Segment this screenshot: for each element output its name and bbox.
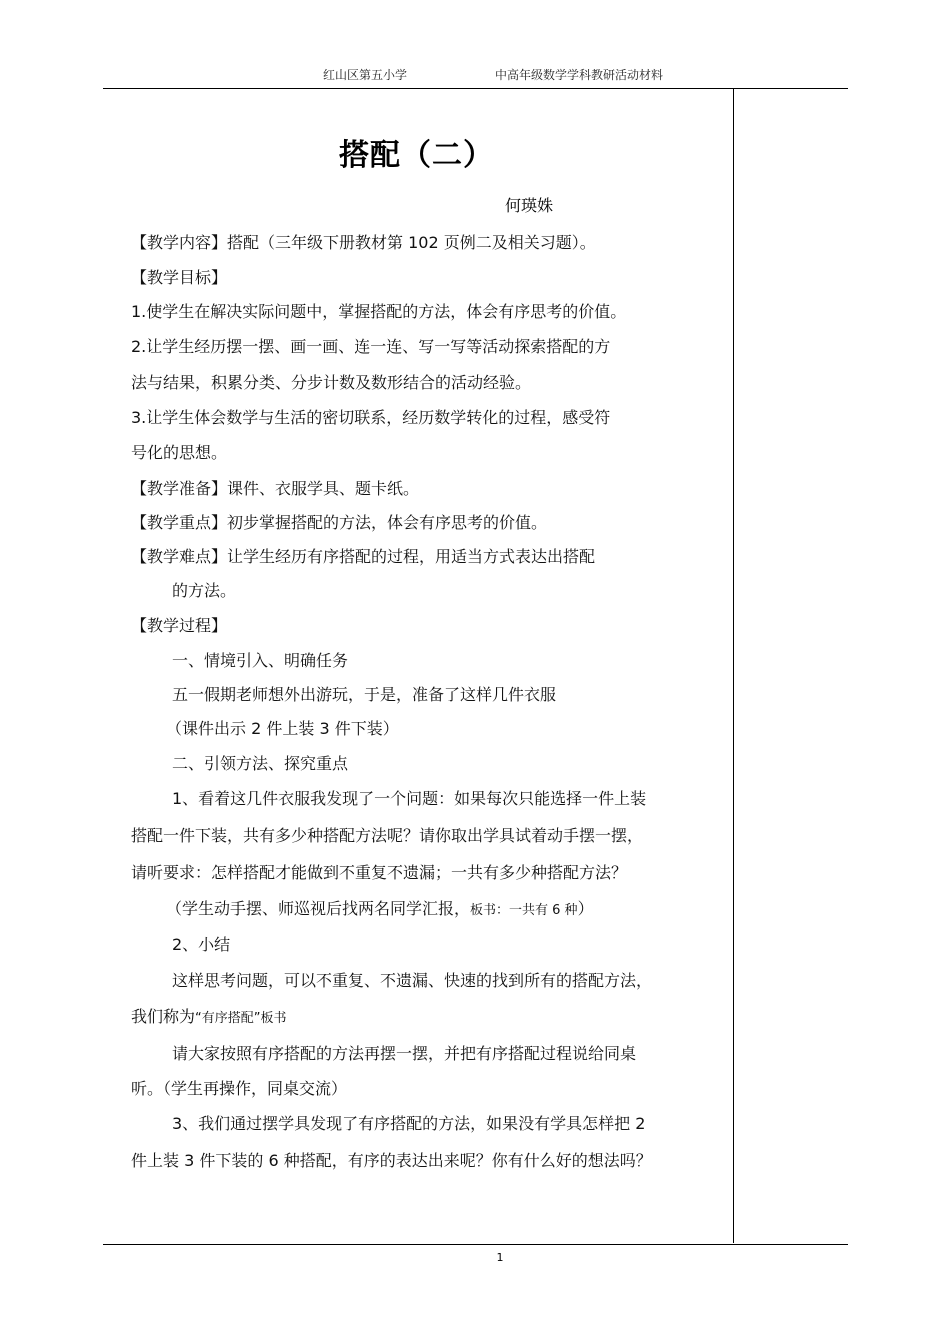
- paragraph: [131, 1004, 287, 1027]
- margin-rule: [733, 88, 734, 1243]
- header-school: 红山区第五小学: [323, 68, 408, 82]
- document-title: 搭配（二）: [339, 138, 494, 173]
- paragraph: 3、我们通过摆学具发现了有序搭配的方法，如果没有学具怎样把 2: [172, 1114, 646, 1133]
- teaching-preparation: 【教学准备】课件、衣服学具、题卡纸。: [131, 479, 420, 498]
- paragraph: [166, 896, 594, 919]
- paragraph: （课件出示 2 件上装 3 件下装）: [166, 719, 399, 738]
- teaching-key-point: 【教学重点】初步掌握搭配的方法，体会有序思考的价值。: [131, 513, 548, 532]
- goal-3-line-2: 号化的思想。: [131, 443, 228, 462]
- paragraph: 请听要求：怎样搭配才能做到不重复不遗漏；一共有多少种搭配方法？: [131, 863, 628, 882]
- header-rule: [103, 88, 848, 89]
- footer-rule: [103, 1244, 848, 1245]
- goal-2-line-2: 法与结果，积累分类、分步计数及数形结合的活动经验。: [131, 373, 532, 392]
- paragraph-text: 我们称为: [131, 1007, 196, 1026]
- paragraph: 请大家按照有序搭配的方法再摆一摆，并把有序搭配过程说给同桌: [172, 1044, 637, 1063]
- board-note: “有序搭配”板书: [195, 1011, 287, 1026]
- paragraph: 听。（学生再操作，同桌交流）: [131, 1079, 348, 1098]
- paragraph: 五一假期老师想外出游玩，于是，准备了这样几件衣服: [172, 685, 557, 704]
- section-heading-goals: 【教学目标】: [131, 268, 228, 287]
- author-name: 何瑛姝: [505, 196, 554, 215]
- teaching-content: 【教学内容】搭配（三年级下册教材第 102 页例二及相关习题）。: [131, 233, 596, 252]
- goal-1: 1.使学生在解决实际问题中，掌握搭配的方法，体会有序思考的价值。: [131, 302, 627, 321]
- step-1-heading: 一、情境引入、明确任务: [172, 651, 349, 670]
- page-header: [0, 66, 950, 86]
- paragraph-text: ）: [577, 899, 594, 918]
- step-2-heading: 二、引领方法、探究重点: [172, 754, 349, 773]
- paragraph-text: （学生动手摆、师巡视后找两名同学汇报，: [166, 899, 471, 918]
- paragraph: 件上装 3 件下装的 6 种搭配，有序的表达出来呢？你有什么好的想法吗？: [131, 1151, 652, 1170]
- section-heading-process: 【教学过程】: [131, 616, 228, 635]
- goal-2-line-1: 2.让学生经历摆一摆、画一画、连一连、写一写等活动探索搭配的方: [131, 337, 611, 356]
- board-note: 板书：一共有 6 种: [470, 903, 578, 918]
- paragraph: 搭配一件下装，共有多少种搭配方法呢？请你取出学具试着动手摆一摆，: [131, 826, 644, 845]
- paragraph: 1、看着这几件衣服我发现了一个问题：如果每次只能选择一件上装: [172, 789, 647, 808]
- summary-heading: 2、小结: [172, 935, 231, 954]
- paragraph: 这样思考问题，可以不重复、不遗漏、快速的找到所有的搭配方法，: [172, 971, 653, 990]
- header-material-title: 中高年级数学学科教研活动材料: [495, 68, 664, 82]
- goal-3-line-1: 3.让学生体会数学与生活的密切联系，经历数学转化的过程，感受符: [131, 408, 611, 427]
- teaching-difficulty-line-1: 【教学难点】让学生经历有序搭配的过程，用适当方式表达出搭配: [131, 547, 596, 566]
- teaching-difficulty-line-2: 的方法。: [172, 581, 237, 600]
- page-number: 1: [496, 1251, 504, 1264]
